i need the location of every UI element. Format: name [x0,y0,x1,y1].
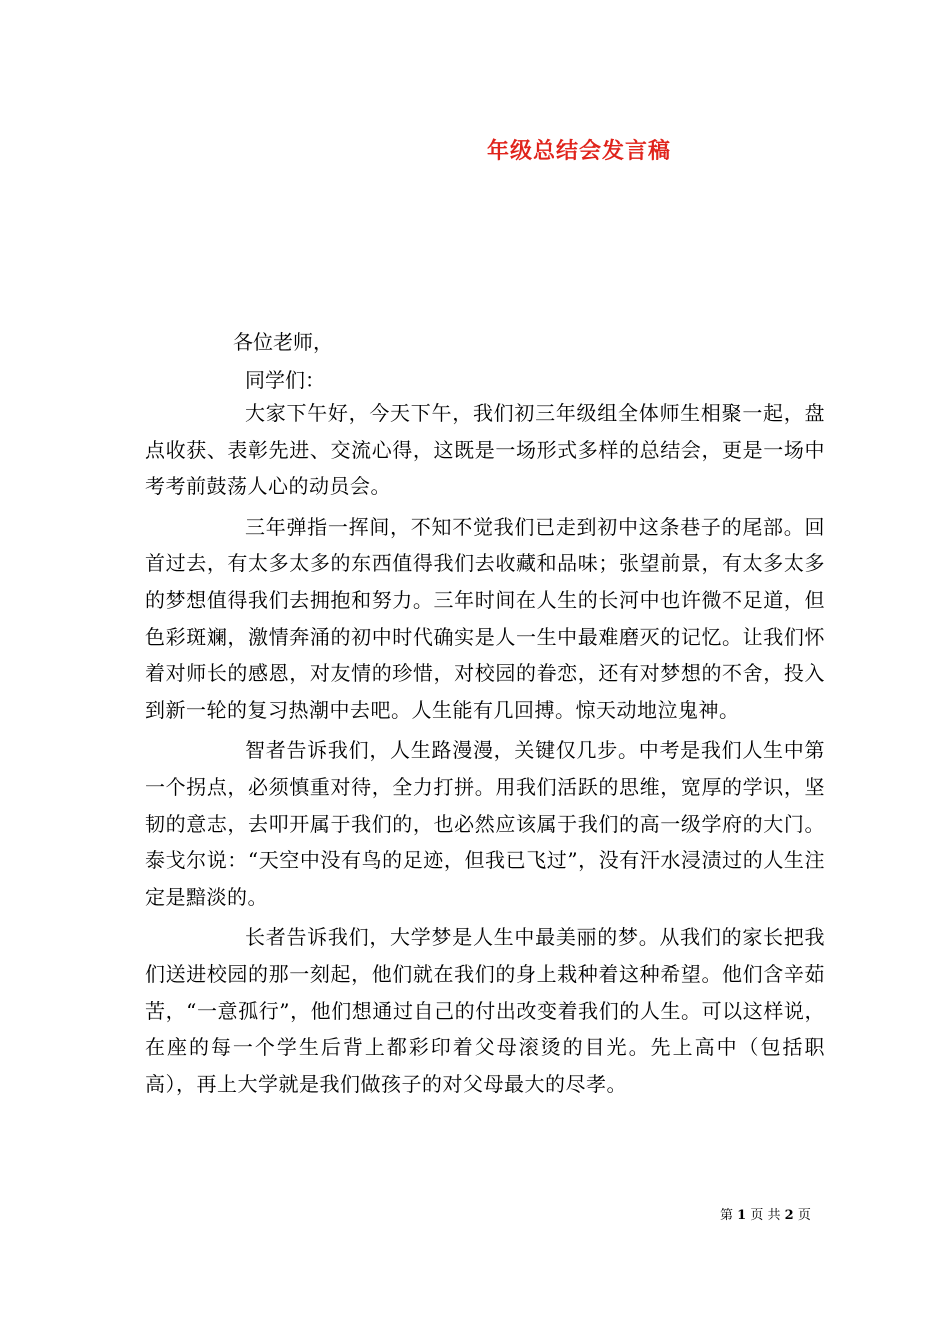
footer-middle: 页 共 [750,1208,781,1223]
greeting-teachers: 各位老师， [233,330,333,354]
paragraph-4: 长者告诉我们，大学梦是人生中最美丽的梦。从我们的家长把我们送进校园的那一刻起，他们就在我们的身上栽种着这种希望。他们含辛茹苦，“一意孤行”，他们想通过自己的付出改变着我们的人生。可以这样说，在座的每一个学生后背上都彩印着父母滚烫的目光。先上高中（包括职高），再上大学就是我们做孩子的对父母最大的尽孝。 [145,925,825,1096]
footer-prefix: 第 [720,1208,734,1223]
page-footer [720,1204,811,1223]
paragraph-1: 大家下午好，今天下午，我们初三年级组全体师生相聚一起，盘点收获、表彰先进、交流心得，这既是一场形式多样的总结会，更是一场中考考前鼓荡人心的动员会。 [145,401,825,499]
footer-suffix: 页 [797,1208,811,1223]
footer-current-page: 1 [737,1208,747,1223]
document-body [145,395,825,1106]
greeting-students: 同学们： [245,368,325,392]
footer-total-pages: 2 [784,1208,794,1223]
paragraph-2: 三年弹指一挥间，不知不觉我们已走到初中这条巷子的尾部。回首过去，有太多太多的东西值得我们去收藏和品味；张望前景，有太多太多的梦想值得我们去拥抱和努力。三年时间在人生的长河中也许微不足道，但色彩斑斓，激情奔涌的初中时代确实是人一生中最难磨灭的记忆。让我们怀着对师长的感恩，对友情的珍惜，对校园的眷恋，还有对梦想的不舍，投入到新一轮的复习热潮中去吧。人生能有几回搏。惊天动地泣鬼神。 [145,514,825,722]
document-title: 年级总结会发言稿 [487,138,672,164]
paragraph-3: 智者告诉我们，人生路漫漫，关键仅几步。中考是我们人生中第一个拐点，必须慎重对待，全力打拼。用我们活跃的思维，宽厚的学识，坚韧的意志，去叩开属于我们的，也必然应该属于我们的高一级学府的大门。泰戈尔说：“天空中没有鸟的足迹，但我已飞过”，没有汗水浸渍过的人生注定是黯淡的。 [145,738,825,909]
